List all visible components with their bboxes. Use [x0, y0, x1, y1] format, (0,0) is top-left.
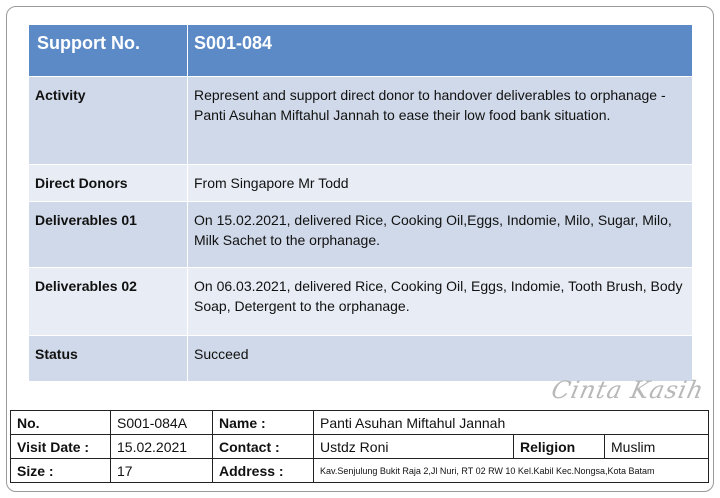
info-row-1 [11, 411, 709, 435]
no-value: S001-084A [111, 411, 213, 435]
status-label: Status [29, 336, 188, 382]
direct-donors-label: Direct Donors [29, 165, 188, 202]
direct-donors-row [29, 165, 693, 202]
support-table [28, 24, 693, 382]
support-no-value: S001-084 [188, 25, 693, 77]
deliverables-01-value: On 15.02.2021, delivered Rice, Cooking Oil,Eggs, Indomie, Milo, Sugar, Milo, Milk Sachet to the orphanage. [188, 202, 693, 268]
status-row [29, 336, 693, 382]
support-no-label: Support No. [29, 25, 188, 77]
address-value: Kav.Senjulung Bukit Raja 2,Jl Nuri, RT 02 RW 10 Kel.Kabil Kec.Nongsa,Kota Batam [314, 459, 709, 483]
contact-label: Contact : [213, 435, 314, 459]
support-header-row [29, 25, 693, 77]
visit-date-label: Visit Date : [11, 435, 111, 459]
direct-donors-value: From Singapore Mr Todd [188, 165, 693, 202]
religion-value: Muslim [605, 435, 709, 459]
size-value: 17 [111, 459, 213, 483]
cinta-kasih-watermark: Cinta Kasih [549, 376, 707, 404]
activity-label: Activity [29, 77, 188, 165]
religion-label: Religion [514, 435, 605, 459]
status-value: Succeed [188, 336, 693, 382]
info-row-2 [11, 435, 709, 459]
name-label: Name : [213, 411, 314, 435]
deliverables-02-label: Deliverables 02 [29, 268, 188, 336]
name-value: Panti Asuhan Miftahul Jannah [314, 411, 709, 435]
deliverables-02-value: On 06.03.2021, delivered Rice, Cooking Oil, Eggs, Indomie, Tooth Brush, Body Soap, Detergent to the orphanage. [188, 268, 693, 336]
no-label: No. [11, 411, 111, 435]
deliverables-01-label: Deliverables 01 [29, 202, 188, 268]
visit-date-value: 15.02.2021 [111, 435, 213, 459]
activity-row [29, 77, 693, 165]
deliverables-01-row [29, 202, 693, 268]
size-label: Size : [11, 459, 111, 483]
address-label: Address : [213, 459, 314, 483]
orphanage-info-table [10, 410, 709, 483]
activity-value: Represent and support direct donor to handover deliverables to orphanage - Panti Asuhan Miftahul Jannah to ease their low food bank situation. [188, 77, 693, 165]
contact-value: Ustdz Roni [314, 435, 514, 459]
deliverables-02-row [29, 268, 693, 336]
info-row-3 [11, 459, 709, 483]
